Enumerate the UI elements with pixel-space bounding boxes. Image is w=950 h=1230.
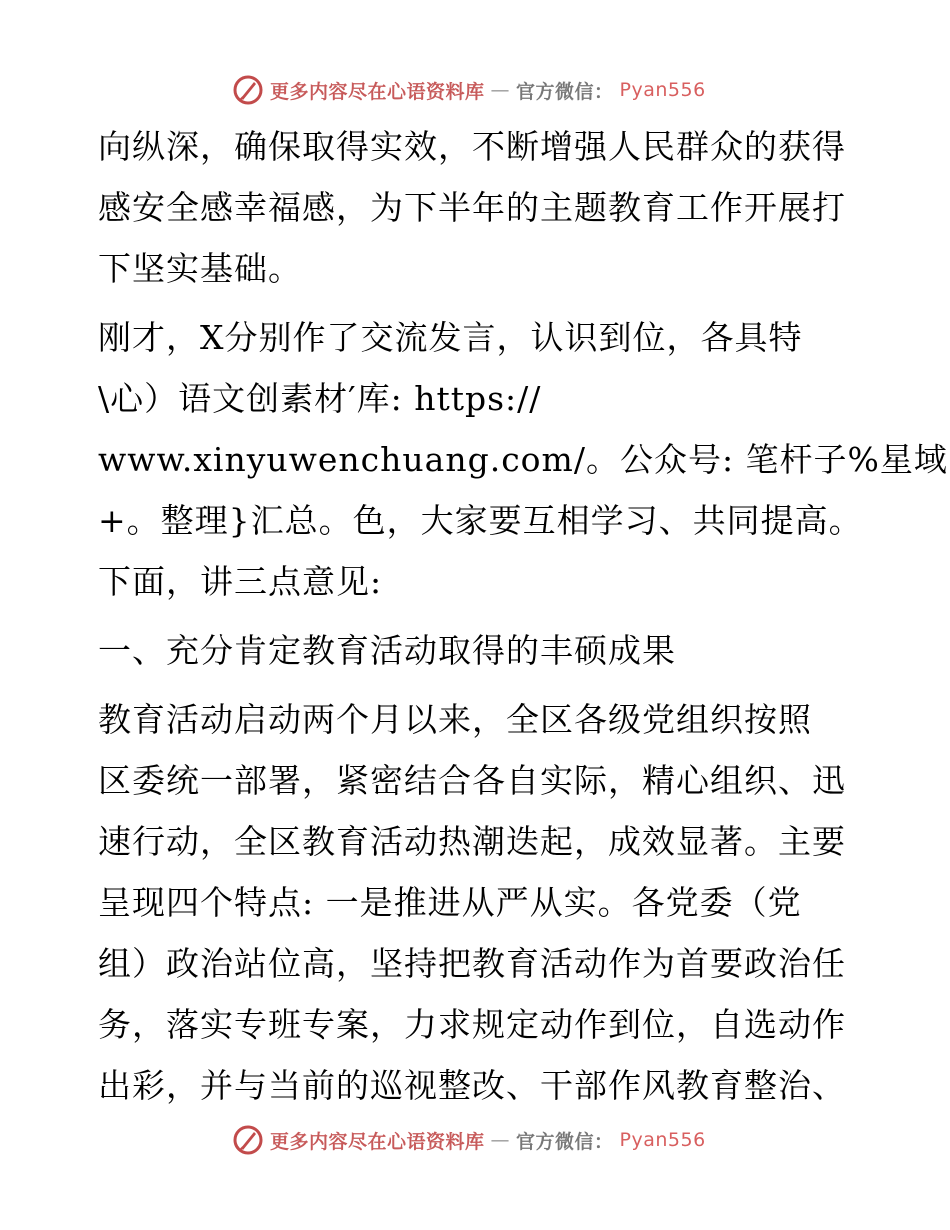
document-body <box>98 116 948 1116</box>
text-line: 务，落实专班专案，力求规定动作到位，自选动作 <box>98 1005 846 1044</box>
text-line: 感安全感幸福感，为下半年的主题教育工作开展打 <box>98 188 846 227</box>
section-heading <box>98 620 858 681</box>
watermark-official-label: 官方微信： <box>516 1130 614 1153</box>
text-line: 速行动，全区教育活动热潮迭起，成效显著。主要 <box>98 822 846 861</box>
text-line: 下坚实基础。 <box>98 249 302 288</box>
text-line: 向纵深，确保取得实效，不断增强人民群众的获得 <box>98 127 846 166</box>
paragraph-2 <box>98 307 948 612</box>
paragraph-1 <box>98 116 858 299</box>
watermark-official-label: 官方微信： <box>516 80 614 103</box>
text-line: 区委统一部署，紧密结合各自实际，精心组织、迅 <box>98 761 846 800</box>
watermark-wechat-id: Pyan556 <box>619 79 706 101</box>
watermark-dash: — <box>490 79 511 101</box>
quill-logo-icon <box>232 74 264 106</box>
text-line: 下面，讲三点意见: <box>98 562 383 601</box>
text-line: www.xinyuwenchuang.com/。公众号: 笔杆子%星域 <box>98 440 948 479</box>
footer-watermark <box>232 1122 706 1158</box>
text-line: 呈现四个特点: 一是推进从严从实。各党委（党 <box>98 883 802 922</box>
text-line: +。整理}汇总。色，大家要互相学习、共同提高。 <box>98 501 863 540</box>
text-line: 组）政治站位高，坚持把教育活动作为首要政治任 <box>98 944 846 983</box>
watermark-brand: 更多内容尽在心语资料库 <box>270 80 485 103</box>
text-line: 出彩，并与当前的巡视整改、干部作风教育整治、 <box>98 1066 846 1105</box>
text-line: 教育活动启动两个月以来，全区各级党组织按照 <box>98 700 812 739</box>
watermark-dash: — <box>490 1129 511 1151</box>
quill-logo-icon <box>232 1124 264 1156</box>
watermark-wechat-id: Pyan556 <box>619 1129 706 1151</box>
heading-line: 一、充分肯定教育活动取得的丰硕成果 <box>98 631 676 670</box>
text-line: 刚才，X分别作了交流发言，认识到位，各具特 <box>98 318 803 357</box>
text-line: \心）语文创素材′库: https:// <box>98 379 542 418</box>
header-watermark <box>232 72 706 108</box>
paragraph-3 <box>98 689 858 1116</box>
watermark-brand: 更多内容尽在心语资料库 <box>270 1130 485 1153</box>
